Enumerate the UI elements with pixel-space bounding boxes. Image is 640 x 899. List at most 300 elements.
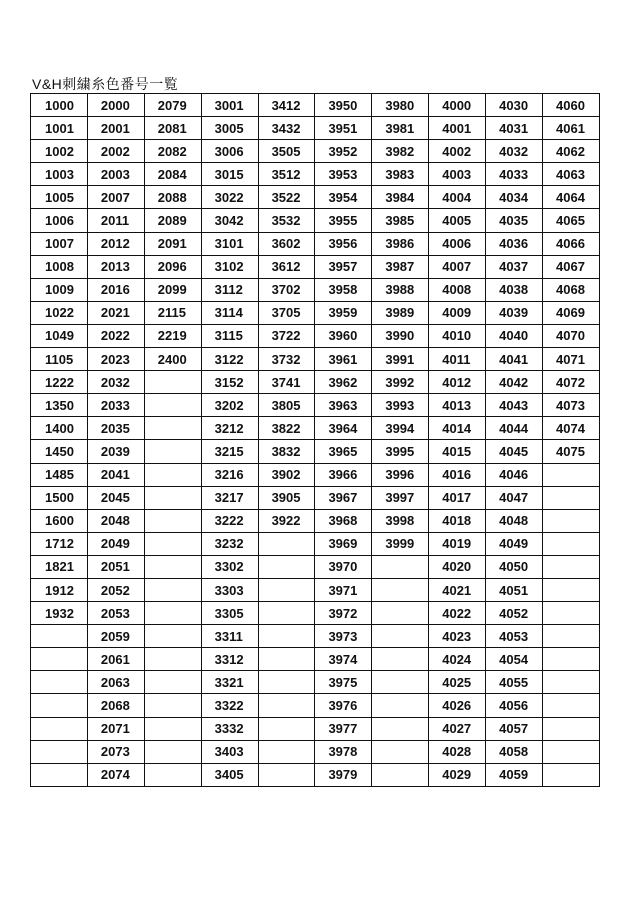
color-number-cell: 4021 [429, 578, 486, 601]
color-number-cell: 2039 [87, 440, 144, 463]
color-number-cell: 3222 [201, 509, 258, 532]
color-number-cell: 3805 [258, 394, 315, 417]
color-number-cell [144, 694, 201, 717]
color-number-cell: 3152 [201, 371, 258, 394]
color-number-cell: 1712 [31, 532, 88, 555]
color-number-cell: 4044 [486, 417, 543, 440]
color-number-cell: 4028 [429, 740, 486, 763]
color-number-cell: 1022 [31, 301, 88, 324]
color-number-cell: 4068 [543, 278, 600, 301]
color-number-cell: 3998 [372, 509, 429, 532]
color-number-cell: 4047 [486, 486, 543, 509]
color-number-cell: 2011 [87, 209, 144, 232]
color-number-cell: 3959 [315, 301, 372, 324]
color-number-cell: 1350 [31, 394, 88, 417]
color-number-cell [543, 740, 600, 763]
color-number-cell [543, 625, 600, 648]
color-number-cell: 2096 [144, 255, 201, 278]
color-number-cell: 1500 [31, 486, 88, 509]
color-number-cell: 2033 [87, 394, 144, 417]
table-row [31, 648, 600, 671]
color-number-cell: 2048 [87, 509, 144, 532]
color-number-cell: 4013 [429, 394, 486, 417]
color-number-cell: 4060 [543, 94, 600, 117]
color-number-cell [31, 740, 88, 763]
color-number-cell: 2088 [144, 186, 201, 209]
color-number-cell: 3006 [201, 140, 258, 163]
color-number-cell: 3321 [201, 671, 258, 694]
color-number-cell: 4022 [429, 602, 486, 625]
table-row [31, 486, 600, 509]
color-number-cell: 4024 [429, 648, 486, 671]
page-title: V&H刺繍糸色番号一覧 [32, 76, 179, 92]
color-number-cell [144, 417, 201, 440]
color-number-cell: 3971 [315, 578, 372, 601]
color-number-cell: 4059 [486, 763, 543, 786]
color-number-cell: 3202 [201, 394, 258, 417]
color-number-cell: 3403 [201, 740, 258, 763]
color-number-cell [372, 763, 429, 786]
color-number-cell: 3990 [372, 324, 429, 347]
color-number-cell: 2082 [144, 140, 201, 163]
color-number-cell: 4026 [429, 694, 486, 717]
color-number-cell: 4037 [486, 255, 543, 278]
color-number-cell [31, 671, 88, 694]
table-row [31, 509, 600, 532]
table-row [31, 348, 600, 371]
color-number-cell: 2041 [87, 463, 144, 486]
color-number-cell: 4025 [429, 671, 486, 694]
color-number-cell: 2073 [87, 740, 144, 763]
color-number-cell: 2012 [87, 232, 144, 255]
table-row [31, 578, 600, 601]
color-number-cell: 3967 [315, 486, 372, 509]
color-number-cell: 3322 [201, 694, 258, 717]
color-number-cell: 4016 [429, 463, 486, 486]
color-number-cell: 3965 [315, 440, 372, 463]
color-number-cell [372, 648, 429, 671]
color-number-cell: 1222 [31, 371, 88, 394]
color-number-cell: 4052 [486, 602, 543, 625]
color-number-cell: 3001 [201, 94, 258, 117]
table-row [31, 255, 600, 278]
color-number-cell: 2115 [144, 301, 201, 324]
table-row [31, 278, 600, 301]
color-number-cell: 2000 [87, 94, 144, 117]
color-number-cell: 1912 [31, 578, 88, 601]
color-number-cell: 4000 [429, 94, 486, 117]
table-row [31, 440, 600, 463]
color-number-cell: 3612 [258, 255, 315, 278]
color-number-cell [144, 440, 201, 463]
color-number-cell: 3988 [372, 278, 429, 301]
color-number-cell: 3741 [258, 371, 315, 394]
color-number-cell [144, 648, 201, 671]
color-number-cell [372, 578, 429, 601]
color-number-cell [543, 717, 600, 740]
color-number-cell: 3953 [315, 163, 372, 186]
color-number-cell: 3312 [201, 648, 258, 671]
color-number-cell: 4048 [486, 509, 543, 532]
color-number-cell: 4071 [543, 348, 600, 371]
color-number-cell: 3732 [258, 348, 315, 371]
color-number-cell [258, 602, 315, 625]
color-number-cell [31, 717, 88, 740]
color-table-body [31, 94, 600, 787]
table-row [31, 232, 600, 255]
color-number-cell [144, 740, 201, 763]
color-number-cell: 3412 [258, 94, 315, 117]
color-number-cell: 4050 [486, 555, 543, 578]
color-number-cell: 2219 [144, 324, 201, 347]
color-number-cell: 2002 [87, 140, 144, 163]
color-number-cell: 4075 [543, 440, 600, 463]
color-number-cell [144, 394, 201, 417]
color-number-cell: 3602 [258, 232, 315, 255]
color-number-cell: 3822 [258, 417, 315, 440]
color-number-cell: 4008 [429, 278, 486, 301]
color-number-cell: 3989 [372, 301, 429, 324]
color-number-cell: 2063 [87, 671, 144, 694]
color-number-cell [144, 578, 201, 601]
color-number-cell: 4006 [429, 232, 486, 255]
table-row [31, 324, 600, 347]
color-number-cell [258, 671, 315, 694]
color-number-cell: 3970 [315, 555, 372, 578]
color-number-cell: 1007 [31, 232, 88, 255]
color-number-cell: 4072 [543, 371, 600, 394]
color-number-cell [144, 371, 201, 394]
color-number-cell: 4017 [429, 486, 486, 509]
color-number-cell: 3969 [315, 532, 372, 555]
color-number-cell: 4004 [429, 186, 486, 209]
color-number-cell [543, 486, 600, 509]
color-number-cell: 3217 [201, 486, 258, 509]
color-number-cell: 4067 [543, 255, 600, 278]
color-number-cell [144, 509, 201, 532]
color-number-cell: 4001 [429, 117, 486, 140]
color-number-cell: 4033 [486, 163, 543, 186]
color-number-cell: 4038 [486, 278, 543, 301]
color-number-cell: 3977 [315, 717, 372, 740]
color-number-cell: 2099 [144, 278, 201, 301]
color-number-cell: 3986 [372, 232, 429, 255]
color-number-cell: 3973 [315, 625, 372, 648]
color-number-cell: 4014 [429, 417, 486, 440]
color-number-cell: 3979 [315, 763, 372, 786]
color-number-cell: 4042 [486, 371, 543, 394]
color-number-table [30, 93, 600, 787]
color-number-cell: 2032 [87, 371, 144, 394]
color-number-cell: 3997 [372, 486, 429, 509]
color-number-cell [543, 509, 600, 532]
color-number-cell: 3991 [372, 348, 429, 371]
color-number-cell [144, 602, 201, 625]
color-number-cell: 2059 [87, 625, 144, 648]
color-number-cell: 3722 [258, 324, 315, 347]
color-number-cell: 3960 [315, 324, 372, 347]
color-number-cell [144, 532, 201, 555]
color-number-cell: 3505 [258, 140, 315, 163]
color-number-cell [258, 532, 315, 555]
table-row [31, 602, 600, 625]
color-number-cell [144, 486, 201, 509]
color-number-cell [144, 717, 201, 740]
color-number-cell [144, 625, 201, 648]
color-number-cell: 4007 [429, 255, 486, 278]
color-number-cell: 3212 [201, 417, 258, 440]
color-number-cell [258, 740, 315, 763]
color-number-cell: 3905 [258, 486, 315, 509]
color-number-cell [258, 625, 315, 648]
color-number-cell: 3964 [315, 417, 372, 440]
color-number-cell: 1000 [31, 94, 88, 117]
color-number-cell: 3216 [201, 463, 258, 486]
color-number-cell: 4064 [543, 186, 600, 209]
color-number-cell: 3114 [201, 301, 258, 324]
color-number-cell [372, 717, 429, 740]
color-number-cell: 1450 [31, 440, 88, 463]
color-number-cell: 3994 [372, 417, 429, 440]
color-number-cell: 2068 [87, 694, 144, 717]
color-number-cell: 3302 [201, 555, 258, 578]
color-number-cell: 3968 [315, 509, 372, 532]
color-number-cell: 3999 [372, 532, 429, 555]
color-number-cell: 4058 [486, 740, 543, 763]
color-number-cell: 3951 [315, 117, 372, 140]
color-number-cell: 3972 [315, 602, 372, 625]
color-number-cell: 3976 [315, 694, 372, 717]
color-number-cell: 4073 [543, 394, 600, 417]
color-number-cell: 3981 [372, 117, 429, 140]
color-number-cell: 3102 [201, 255, 258, 278]
color-number-cell [258, 717, 315, 740]
color-number-cell: 4019 [429, 532, 486, 555]
color-number-cell: 3902 [258, 463, 315, 486]
color-number-cell: 3432 [258, 117, 315, 140]
color-number-cell [372, 694, 429, 717]
color-number-cell: 1600 [31, 509, 88, 532]
color-number-cell: 4031 [486, 117, 543, 140]
color-number-cell: 2013 [87, 255, 144, 278]
color-number-cell: 4070 [543, 324, 600, 347]
color-number-cell [372, 671, 429, 694]
color-number-cell: 3961 [315, 348, 372, 371]
color-number-cell: 3985 [372, 209, 429, 232]
color-number-cell: 3993 [372, 394, 429, 417]
color-number-cell: 3101 [201, 232, 258, 255]
color-number-cell: 4051 [486, 578, 543, 601]
color-number-cell: 4045 [486, 440, 543, 463]
color-number-cell [543, 671, 600, 694]
color-number-cell: 3115 [201, 324, 258, 347]
table-row [31, 163, 600, 186]
color-number-cell: 3983 [372, 163, 429, 186]
color-number-cell: 1485 [31, 463, 88, 486]
color-number-cell: 3005 [201, 117, 258, 140]
color-number-cell: 3996 [372, 463, 429, 486]
color-number-cell: 3112 [201, 278, 258, 301]
color-number-cell: 4041 [486, 348, 543, 371]
color-number-cell: 2079 [144, 94, 201, 117]
color-number-cell: 3232 [201, 532, 258, 555]
table-row [31, 394, 600, 417]
color-number-cell: 3303 [201, 578, 258, 601]
color-number-cell: 3957 [315, 255, 372, 278]
color-number-cell [258, 648, 315, 671]
color-number-cell: 4066 [543, 232, 600, 255]
color-number-cell: 4055 [486, 671, 543, 694]
color-number-cell: 4011 [429, 348, 486, 371]
color-number-cell [144, 763, 201, 786]
table-row [31, 94, 600, 117]
color-number-cell: 4034 [486, 186, 543, 209]
color-number-cell: 3962 [315, 371, 372, 394]
color-number-cell: 2052 [87, 578, 144, 601]
color-number-cell: 4039 [486, 301, 543, 324]
color-number-cell: 1003 [31, 163, 88, 186]
color-number-cell [31, 648, 88, 671]
color-number-cell: 2074 [87, 763, 144, 786]
color-number-cell: 4046 [486, 463, 543, 486]
color-number-cell: 3522 [258, 186, 315, 209]
table-row [31, 371, 600, 394]
color-number-cell [372, 555, 429, 578]
table-row [31, 625, 600, 648]
color-number-cell: 3966 [315, 463, 372, 486]
color-number-cell: 3980 [372, 94, 429, 117]
color-number-cell: 3705 [258, 301, 315, 324]
color-number-cell: 4074 [543, 417, 600, 440]
table-row [31, 555, 600, 578]
color-number-cell: 4035 [486, 209, 543, 232]
color-number-cell: 4012 [429, 371, 486, 394]
color-number-cell: 4009 [429, 301, 486, 324]
color-number-cell: 2061 [87, 648, 144, 671]
color-number-cell [144, 555, 201, 578]
color-number-cell: 1932 [31, 602, 88, 625]
color-number-cell: 3992 [372, 371, 429, 394]
color-number-cell: 3215 [201, 440, 258, 463]
color-number-cell: 1049 [31, 324, 88, 347]
color-number-cell: 4003 [429, 163, 486, 186]
color-number-cell [31, 625, 88, 648]
color-number-cell [372, 740, 429, 763]
color-number-cell: 1009 [31, 278, 88, 301]
color-number-cell: 3975 [315, 671, 372, 694]
table-row [31, 463, 600, 486]
color-number-cell: 2045 [87, 486, 144, 509]
color-number-cell: 3311 [201, 625, 258, 648]
color-number-cell: 3922 [258, 509, 315, 532]
table-row [31, 532, 600, 555]
table-row [31, 417, 600, 440]
color-number-cell: 2091 [144, 232, 201, 255]
color-number-cell: 1002 [31, 140, 88, 163]
color-number-cell: 3042 [201, 209, 258, 232]
color-number-cell: 1006 [31, 209, 88, 232]
color-number-cell: 4061 [543, 117, 600, 140]
color-number-cell: 2053 [87, 602, 144, 625]
color-number-cell: 1001 [31, 117, 88, 140]
table-row [31, 140, 600, 163]
color-number-cell: 3956 [315, 232, 372, 255]
color-number-cell: 2400 [144, 348, 201, 371]
color-number-cell [543, 463, 600, 486]
color-number-cell [144, 671, 201, 694]
color-number-cell [258, 694, 315, 717]
color-number-cell: 2049 [87, 532, 144, 555]
color-number-cell: 4036 [486, 232, 543, 255]
color-number-cell: 3022 [201, 186, 258, 209]
color-number-cell: 2007 [87, 186, 144, 209]
color-number-cell [372, 625, 429, 648]
table-row [31, 717, 600, 740]
color-number-cell: 3015 [201, 163, 258, 186]
color-number-cell: 4057 [486, 717, 543, 740]
color-number-cell: 1400 [31, 417, 88, 440]
color-number-cell: 4062 [543, 140, 600, 163]
color-number-cell: 2016 [87, 278, 144, 301]
color-number-cell: 4020 [429, 555, 486, 578]
color-number-cell: 2001 [87, 117, 144, 140]
color-number-cell: 2023 [87, 348, 144, 371]
color-number-cell: 4029 [429, 763, 486, 786]
color-number-cell: 3974 [315, 648, 372, 671]
color-number-cell: 4015 [429, 440, 486, 463]
color-number-cell: 3984 [372, 186, 429, 209]
color-number-cell: 2089 [144, 209, 201, 232]
color-number-cell: 3305 [201, 602, 258, 625]
color-number-cell [543, 694, 600, 717]
table-row [31, 740, 600, 763]
color-number-cell: 4049 [486, 532, 543, 555]
color-number-cell: 4010 [429, 324, 486, 347]
color-number-cell: 3122 [201, 348, 258, 371]
color-number-cell: 4030 [486, 94, 543, 117]
color-number-cell: 3952 [315, 140, 372, 163]
table-row [31, 763, 600, 786]
color-number-cell: 1005 [31, 186, 88, 209]
table-row [31, 671, 600, 694]
color-number-cell [543, 555, 600, 578]
color-number-cell [543, 578, 600, 601]
color-number-cell: 3978 [315, 740, 372, 763]
color-number-cell: 2022 [87, 324, 144, 347]
color-number-cell [372, 602, 429, 625]
color-number-cell [258, 555, 315, 578]
color-number-cell: 4069 [543, 301, 600, 324]
color-number-cell: 3958 [315, 278, 372, 301]
color-number-cell [144, 463, 201, 486]
color-number-cell: 4023 [429, 625, 486, 648]
color-number-cell: 4027 [429, 717, 486, 740]
color-number-cell [31, 763, 88, 786]
color-number-cell: 2084 [144, 163, 201, 186]
color-number-cell [543, 763, 600, 786]
color-number-cell: 1008 [31, 255, 88, 278]
color-number-cell [258, 763, 315, 786]
color-number-cell [258, 578, 315, 601]
color-number-cell: 4018 [429, 509, 486, 532]
color-number-cell: 4053 [486, 625, 543, 648]
color-number-cell [31, 694, 88, 717]
color-number-cell: 2035 [87, 417, 144, 440]
table-row [31, 694, 600, 717]
color-number-cell: 3955 [315, 209, 372, 232]
color-number-cell: 2071 [87, 717, 144, 740]
color-number-cell: 2021 [87, 301, 144, 324]
